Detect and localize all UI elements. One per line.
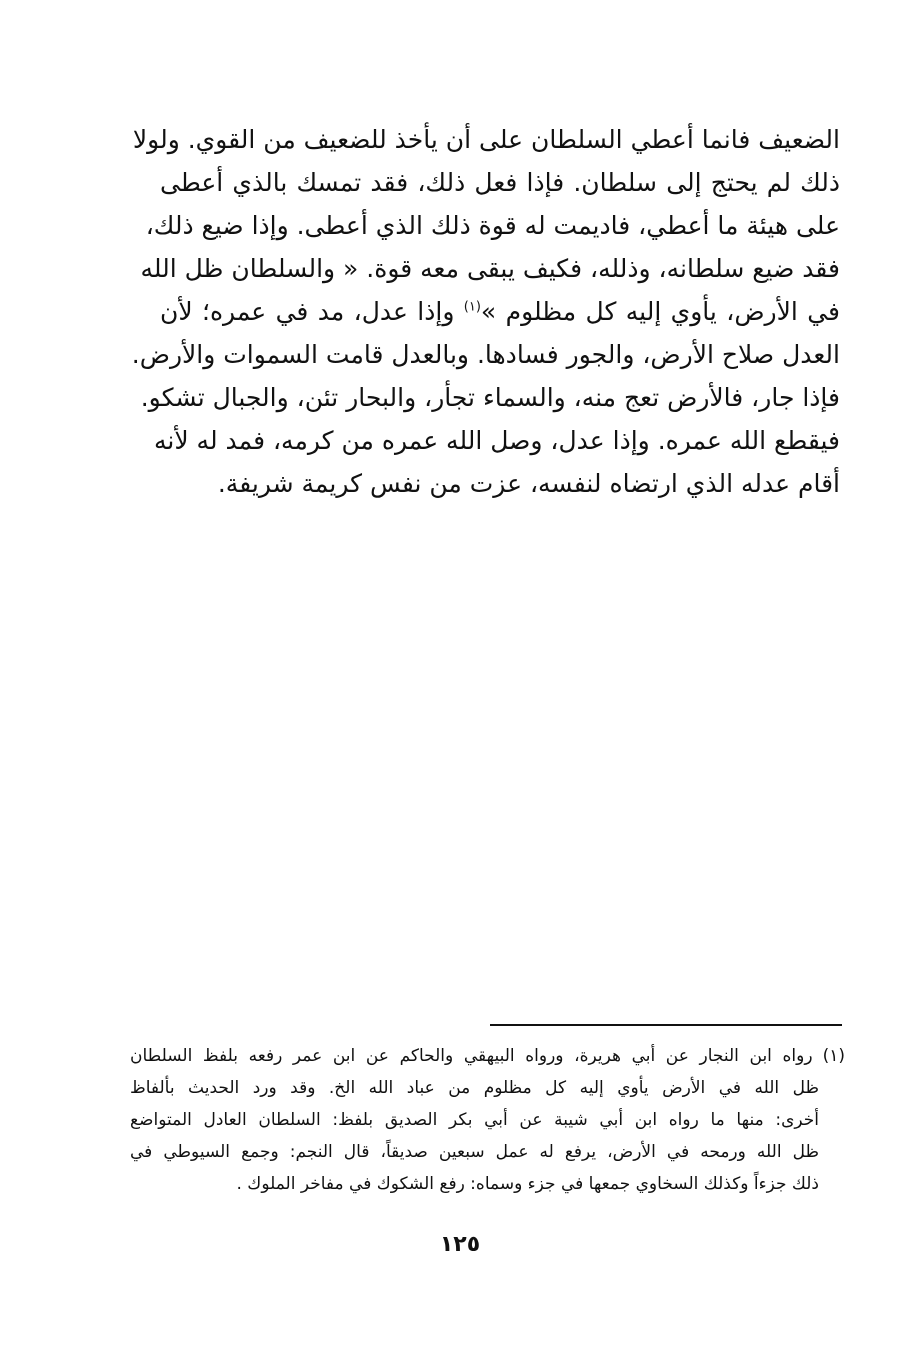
footnote-reference: (١) — [463, 299, 481, 315]
footnote-line — [130, 1040, 845, 1072]
text-line: أقام عدله الذي ارتضاه لنفسه، عزت من نفس كريمة شريفة. — [217, 469, 840, 498]
text-segment: وإذا عدل، مد في عمره؛ لأن — [160, 297, 464, 326]
text-line: فيقطع الله عمره. وإذا عدل، وصل الله عمره من كرمه، فمد له لأنه — [153, 426, 840, 455]
footnote-line: ظل الله ورمحه في الأرض، يرفع له عمل سبعين صديقاً، قال النجم: وجمع السيوطي في — [130, 1142, 819, 1162]
text-line: فإذا جار، فالأرض تعج منه، والسماء تجأر، والبحار تئن، والجبال تشكو. — [140, 383, 840, 412]
footnote-line: ذلك جزءاً وكذلك السخاوي جمعها في جزء وسماه: رفع الشكوك في مفاخر الملوك . — [236, 1174, 819, 1194]
page-number: ١٢٥ — [439, 1232, 481, 1257]
text-line: العدل صلاح الأرض، والجور فسادها. وبالعدل قامت السموات والأرض. — [131, 340, 840, 369]
text-line: على هيئة ما أعطي، فاديمت له قوة ذلك الذي أعطى. وإذا ضيع ذلك، — [145, 211, 840, 240]
footnote-line: أخرى: منها ما رواه ابن أبي شيبة عن أبي بكر الصديق بلفظ: السلطان العادل المتواضع — [130, 1110, 819, 1130]
footnote-text: رواه ابن النجار عن أبي هريرة، ورواه البيهقي والحاكم عن ابن عمر رفعه بلفظ السلطان — [130, 1046, 813, 1066]
main-text-block — [131, 118, 840, 505]
text-line: ذلك لم يحتج إلى سلطان. فإذا فعل ذلك، فقد تمسك بالذي أعطى — [160, 168, 840, 197]
footnote-separator — [490, 1024, 842, 1026]
text-segment: في الأرض، يأوي إليه كل مظلوم » — [480, 297, 840, 326]
text-line: فقد ضيع سلطانه، وذلله، فكيف يبقى معه قوة. « والسلطان ظل الله — [140, 254, 840, 283]
footnote-line: ظل الله في الأرض يأوي إليه كل مظلوم من عباد الله الخ. وقد ورد الحديث بألفاظ — [130, 1078, 819, 1098]
footnotes-block — [130, 1040, 845, 1200]
footnote-marker: (١) — [822, 1046, 845, 1066]
text-line-with-footnote-ref — [160, 290, 840, 333]
text-line: الضعيف فانما أعطي السلطان على أن يأخذ للضعيف من القوي. ولولا — [132, 125, 840, 154]
